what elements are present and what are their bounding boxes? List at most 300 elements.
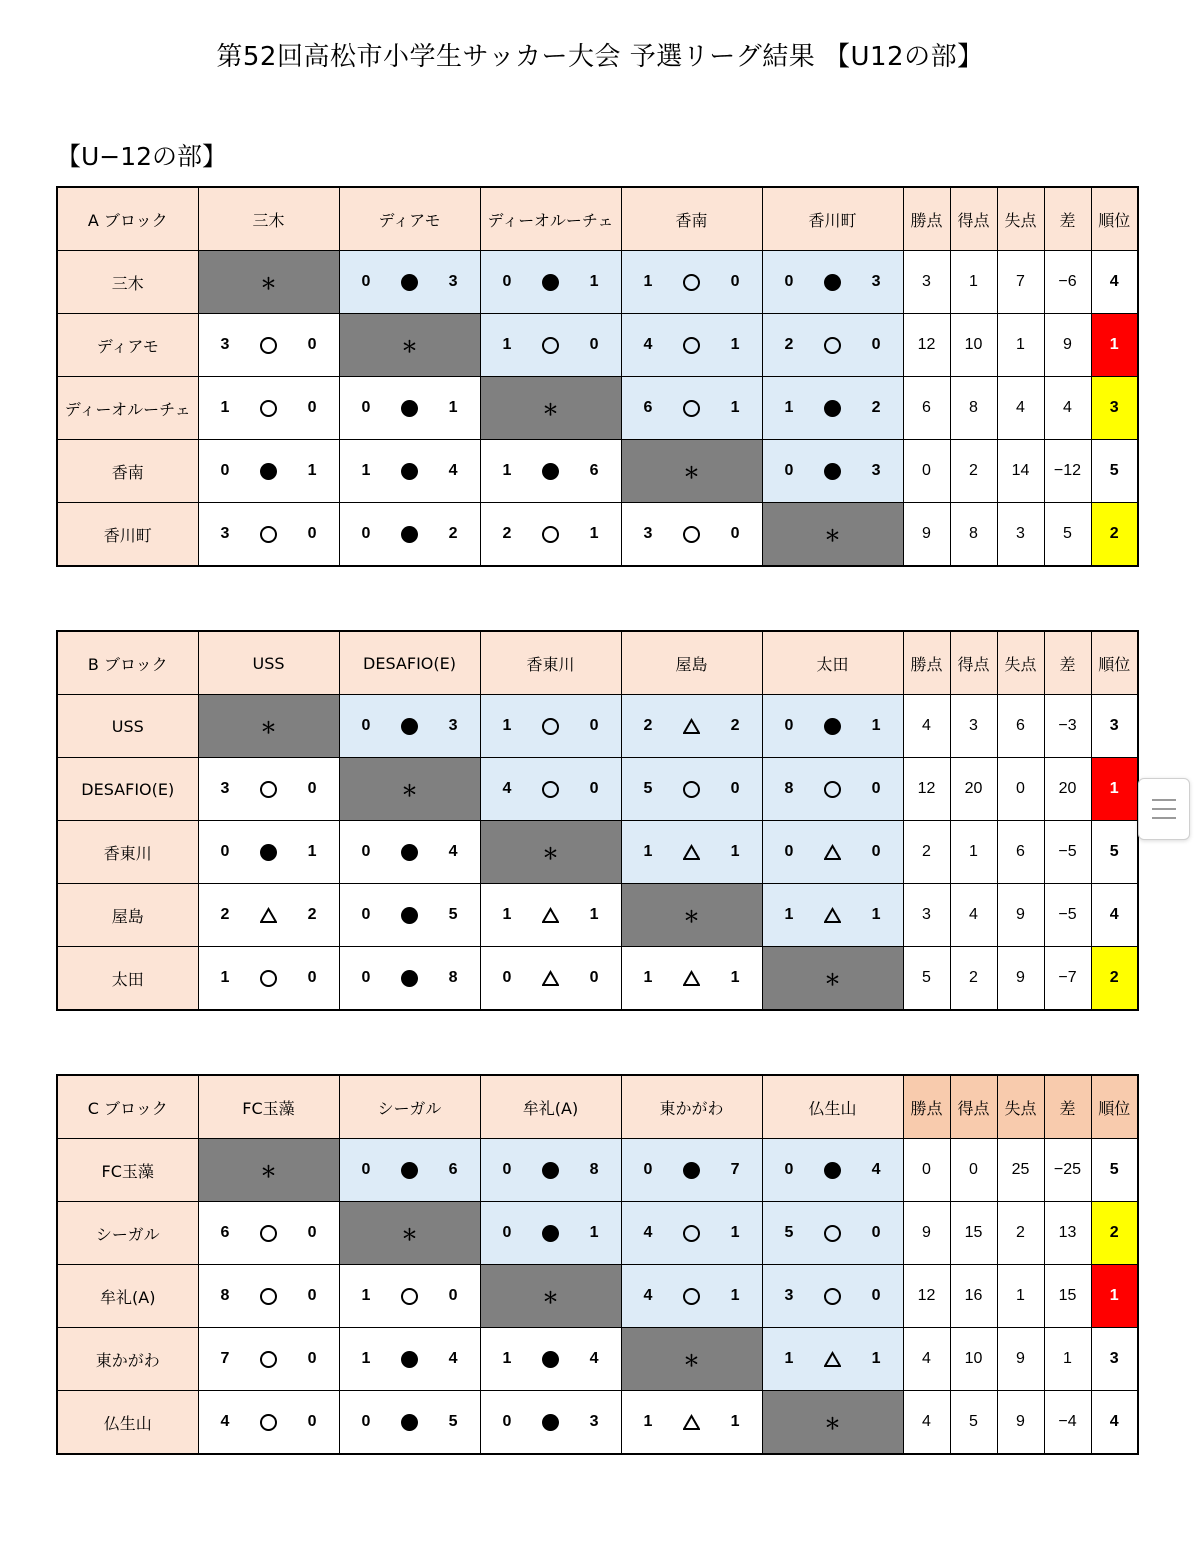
match-result-cell [480,251,621,314]
table-row [57,884,1138,947]
goal-diff-cell: −7 [1044,947,1091,1011]
goal-diff-cell: −3 [1044,695,1091,758]
table-row [57,821,1138,884]
goals-for: 8 [220,1287,230,1304]
match-result-cell [339,821,480,884]
filled-circle-icon [401,274,418,291]
goals-for: 2 [784,336,794,353]
match-result-cell [762,440,903,503]
goals-conceded-cell: 3 [997,503,1044,567]
filled-circle-icon [401,400,418,417]
goals-for: 4 [502,780,512,797]
points-cell: 9 [903,503,950,567]
goal-diff-cell: 15 [1044,1265,1091,1328]
goals-against: 8 [448,969,458,986]
filled-circle-icon [401,1162,418,1179]
stat-header: 勝点 [903,631,950,695]
goals-scored-cell: 1 [950,251,997,314]
goals-against: 0 [871,1287,881,1304]
goals-for: 0 [220,843,230,860]
goals-for: 1 [220,399,230,416]
filled-circle-icon [401,1351,418,1368]
self-match-cell: ＊ [762,947,903,1011]
goals-for: 2 [502,525,512,542]
circle-icon [401,1288,418,1305]
filled-circle-icon [260,463,277,480]
self-match-cell: ＊ [480,821,621,884]
stat-header: 勝点 [903,187,950,251]
triangle-icon [260,907,277,924]
goals-against: 3 [589,1413,599,1430]
match-result-cell [198,884,339,947]
table-row [57,1265,1138,1328]
goals-against: 6 [448,1161,458,1178]
circle-icon [260,1414,277,1431]
table-row [57,758,1138,821]
goal-diff-cell: −4 [1044,1391,1091,1455]
goals-for: 0 [502,273,512,290]
goals-against: 1 [730,969,740,986]
goals-for: 0 [361,1413,371,1430]
match-result-cell [339,1139,480,1202]
match-result-cell [339,1328,480,1391]
filled-circle-icon [401,907,418,924]
match-result-cell [480,314,621,377]
goals-for: 3 [643,525,653,542]
match-result-cell [762,821,903,884]
goals-against: 7 [730,1161,740,1178]
match-result-cell [339,1391,480,1455]
stat-header: 差 [1044,631,1091,695]
goals-for: 0 [361,969,371,986]
filled-circle-icon [683,1162,700,1179]
goals-against: 0 [307,1224,317,1241]
goal-diff-cell: −25 [1044,1139,1091,1202]
triangle-icon [683,1414,700,1431]
goals-for: 1 [784,906,794,923]
match-result-cell [339,251,480,314]
filled-circle-icon [824,400,841,417]
points-cell: 12 [903,1265,950,1328]
goals-for: 0 [361,843,371,860]
goals-conceded-cell: 9 [997,1328,1044,1391]
self-match-cell: ＊ [480,1265,621,1328]
self-match-cell: ＊ [198,1139,339,1202]
circle-icon [824,781,841,798]
row-team-name: 屋島 [57,884,198,947]
row-team-name: 香川町 [57,503,198,567]
match-result-cell [198,440,339,503]
goals-against: 0 [307,336,317,353]
goal-diff-cell: −5 [1044,821,1091,884]
rank-cell: 1 [1091,1265,1138,1328]
goals-against: 0 [589,780,599,797]
goals-conceded-cell: 9 [997,947,1044,1011]
self-match-cell: ＊ [339,1202,480,1265]
points-cell: 12 [903,758,950,821]
header-row [57,631,1138,695]
filled-circle-icon [542,274,559,291]
triangle-icon [683,844,700,861]
match-result-cell [762,1139,903,1202]
filled-circle-icon [401,718,418,735]
circle-icon [824,1225,841,1242]
match-result-cell [621,503,762,567]
goals-against: 3 [448,717,458,734]
goals-scored-cell: 3 [950,695,997,758]
goals-for: 1 [502,906,512,923]
circle-icon [824,1288,841,1305]
column-team-header: 東かがわ [621,1075,762,1139]
goals-against: 0 [307,969,317,986]
goals-against: 0 [448,1287,458,1304]
goals-against: 2 [448,525,458,542]
match-result-cell [480,1139,621,1202]
row-team-name: 香南 [57,440,198,503]
goals-for: 1 [643,1413,653,1430]
menu-icon [1152,799,1176,801]
table-row [57,440,1138,503]
self-match-cell: ＊ [339,314,480,377]
rank-cell: 4 [1091,884,1138,947]
match-result-cell [621,1391,762,1455]
goals-against: 0 [730,780,740,797]
self-match-cell: ＊ [339,758,480,821]
goals-conceded-cell: 14 [997,440,1044,503]
goals-against: 1 [730,1224,740,1241]
goals-for: 3 [220,780,230,797]
stat-header: 失点 [997,1075,1044,1139]
match-result-cell [198,758,339,821]
goals-against: 0 [871,843,881,860]
points-cell: 2 [903,821,950,884]
goals-for: 4 [643,336,653,353]
goals-for: 2 [220,906,230,923]
match-result-cell [480,884,621,947]
rank-cell: 5 [1091,821,1138,884]
triangle-icon [824,1351,841,1368]
column-team-header: 香東川 [480,631,621,695]
goals-against: 4 [448,843,458,860]
filled-circle-icon [824,463,841,480]
block-label: A ブロック [57,187,198,251]
match-result-cell [621,377,762,440]
goals-against: 1 [307,843,317,860]
goals-for: 0 [361,906,371,923]
circle-icon [260,337,277,354]
match-result-cell [480,440,621,503]
goals-against: 0 [307,1287,317,1304]
goals-for: 0 [361,273,371,290]
circle-icon [542,337,559,354]
filled-circle-icon [260,844,277,861]
goals-for: 0 [361,1161,371,1178]
column-team-header: 三木 [198,187,339,251]
goals-conceded-cell: 6 [997,695,1044,758]
match-result-cell [339,377,480,440]
triangle-icon [542,907,559,924]
match-result-cell [339,440,480,503]
match-result-cell [480,758,621,821]
goals-for: 1 [502,462,512,479]
goals-against: 1 [730,399,740,416]
goals-for: 0 [643,1161,653,1178]
goals-for: 1 [220,969,230,986]
stat-header: 失点 [997,631,1044,695]
table-row [57,947,1138,1011]
goals-scored-cell: 8 [950,503,997,567]
match-result-cell [480,1391,621,1455]
filled-circle-icon [401,1414,418,1431]
match-result-cell [762,314,903,377]
circle-icon [542,718,559,735]
goal-diff-cell: −5 [1044,884,1091,947]
row-team-name: 三木 [57,251,198,314]
match-result-cell [198,1202,339,1265]
goals-against: 0 [730,273,740,290]
filled-circle-icon [401,970,418,987]
goals-against: 1 [589,273,599,290]
filled-circle-icon [824,718,841,735]
header-row [57,1075,1138,1139]
circle-icon [260,1225,277,1242]
match-result-cell [762,1265,903,1328]
self-match-cell: ＊ [762,503,903,567]
goals-against: 4 [448,1350,458,1367]
goals-against: 1 [730,1287,740,1304]
circle-icon [260,781,277,798]
rank-cell: 4 [1091,251,1138,314]
goals-for: 1 [361,1350,371,1367]
goals-against: 2 [307,906,317,923]
match-result-cell [621,1139,762,1202]
goal-diff-cell: 13 [1044,1202,1091,1265]
goals-for: 1 [784,1350,794,1367]
goals-scored-cell: 16 [950,1265,997,1328]
self-match-cell: ＊ [198,251,339,314]
goals-against: 1 [871,906,881,923]
goals-against: 0 [307,525,317,542]
match-result-cell [339,695,480,758]
goals-scored-cell: 8 [950,377,997,440]
circle-icon [260,1288,277,1305]
points-cell: 4 [903,1391,950,1455]
circle-icon [542,781,559,798]
self-match-cell: ＊ [621,884,762,947]
circle-icon [683,337,700,354]
block-a-table [56,186,1139,567]
stat-header: 得点 [950,187,997,251]
block-b-table [56,630,1139,1011]
stat-header: 順位 [1091,1075,1138,1139]
goals-against: 0 [871,780,881,797]
page-title: 第52回高松市小学生サッカー大会 予選リーグ結果 【U12の部】 [216,42,984,72]
goals-against: 0 [307,399,317,416]
row-team-name: ディーオルーチェ [57,377,198,440]
filled-circle-icon [824,274,841,291]
column-team-header: ディアモ [339,187,480,251]
goals-conceded-cell: 9 [997,884,1044,947]
match-result-cell [762,1202,903,1265]
table-row [57,503,1138,567]
goal-diff-cell: 9 [1044,314,1091,377]
match-result-cell [762,695,903,758]
rank-cell: 4 [1091,1391,1138,1455]
goals-conceded-cell: 2 [997,1202,1044,1265]
match-result-cell [480,1328,621,1391]
goals-against: 5 [448,1413,458,1430]
goals-against: 4 [871,1161,881,1178]
filled-circle-icon [401,526,418,543]
circle-icon [260,970,277,987]
column-team-header: 屋島 [621,631,762,695]
self-match-cell: ＊ [621,1328,762,1391]
goals-for: 0 [784,462,794,479]
goals-against: 3 [871,462,881,479]
triangle-icon [683,718,700,735]
filled-circle-icon [542,1225,559,1242]
column-team-header: DESAFIO(E) [339,631,480,695]
filled-circle-icon [824,1162,841,1179]
goals-scored-cell: 2 [950,947,997,1011]
match-result-cell [621,314,762,377]
triangle-icon [824,844,841,861]
goals-for: 3 [220,336,230,353]
goals-against: 6 [589,462,599,479]
points-cell: 0 [903,440,950,503]
goal-diff-cell: 20 [1044,758,1091,821]
rank-cell: 3 [1091,1328,1138,1391]
row-team-name: DESAFIO(E) [57,758,198,821]
goals-scored-cell: 1 [950,821,997,884]
self-match-cell: ＊ [480,377,621,440]
row-team-name: ディアモ [57,314,198,377]
goals-scored-cell: 20 [950,758,997,821]
goals-against: 4 [448,462,458,479]
match-result-cell [621,251,762,314]
row-team-name: 牟礼(A) [57,1265,198,1328]
points-cell: 3 [903,884,950,947]
goals-against: 8 [589,1161,599,1178]
table-row [57,1391,1138,1455]
goals-conceded-cell: 9 [997,1391,1044,1455]
column-team-header: FC玉藻 [198,1075,339,1139]
match-result-cell [621,758,762,821]
match-result-cell [621,1202,762,1265]
goals-against: 2 [871,399,881,416]
match-result-cell [198,821,339,884]
points-cell: 4 [903,695,950,758]
stat-header: 順位 [1091,631,1138,695]
rank-cell: 2 [1091,947,1138,1011]
goals-conceded-cell: 1 [997,1265,1044,1328]
circle-icon [260,526,277,543]
column-team-header: 香南 [621,187,762,251]
match-result-cell [480,1202,621,1265]
circle-icon [260,1351,277,1368]
goals-against: 0 [871,336,881,353]
goals-for: 2 [643,717,653,734]
filled-circle-icon [401,844,418,861]
rank-cell: 1 [1091,758,1138,821]
goals-against: 0 [589,336,599,353]
rank-cell: 2 [1091,503,1138,567]
column-team-header: ディーオルーチェ [480,187,621,251]
filled-circle-icon [542,1351,559,1368]
table-row [57,251,1138,314]
goals-against: 1 [730,336,740,353]
row-team-name: FC玉藻 [57,1139,198,1202]
filled-circle-icon [542,463,559,480]
table-row [57,1139,1138,1202]
circle-icon [683,274,700,291]
circle-icon [683,400,700,417]
table-row [57,377,1138,440]
points-cell: 6 [903,377,950,440]
points-cell: 12 [903,314,950,377]
column-team-header: USS [198,631,339,695]
match-result-cell [339,947,480,1011]
circle-icon [683,526,700,543]
goals-for: 1 [502,717,512,734]
goals-against: 0 [730,525,740,542]
match-result-cell [480,947,621,1011]
goals-for: 1 [784,399,794,416]
goals-against: 1 [730,1413,740,1430]
match-result-cell [621,695,762,758]
rank-cell: 3 [1091,695,1138,758]
points-cell: 5 [903,947,950,1011]
match-result-cell [621,821,762,884]
match-result-cell [480,503,621,567]
goal-diff-cell: −12 [1044,440,1091,503]
goals-conceded-cell: 6 [997,821,1044,884]
goal-diff-cell: −6 [1044,251,1091,314]
rank-cell: 1 [1091,314,1138,377]
circle-icon [824,337,841,354]
stat-header: 差 [1044,1075,1091,1139]
rank-cell: 3 [1091,377,1138,440]
match-result-cell [762,377,903,440]
goals-for: 0 [361,399,371,416]
match-result-cell [339,1265,480,1328]
circle-icon [683,1288,700,1305]
goals-for: 3 [784,1287,794,1304]
goals-against: 1 [589,906,599,923]
row-team-name: USS [57,695,198,758]
column-team-header: 牟礼(A) [480,1075,621,1139]
filled-circle-icon [401,463,418,480]
circle-icon [260,400,277,417]
rank-cell: 2 [1091,1202,1138,1265]
stat-header: 差 [1044,187,1091,251]
goal-diff-cell: 1 [1044,1328,1091,1391]
points-cell: 4 [903,1328,950,1391]
row-team-name: シーガル [57,1202,198,1265]
triangle-icon [824,907,841,924]
goals-for: 5 [784,1224,794,1241]
menu-button[interactable] [1138,778,1190,840]
goals-against: 1 [871,717,881,734]
row-team-name: 東かがわ [57,1328,198,1391]
goals-for: 1 [502,1350,512,1367]
goals-against: 0 [589,717,599,734]
row-team-name: 仏生山 [57,1391,198,1455]
goals-for: 0 [502,1161,512,1178]
goals-for: 1 [643,273,653,290]
goals-for: 6 [220,1224,230,1241]
goals-against: 0 [871,1224,881,1241]
